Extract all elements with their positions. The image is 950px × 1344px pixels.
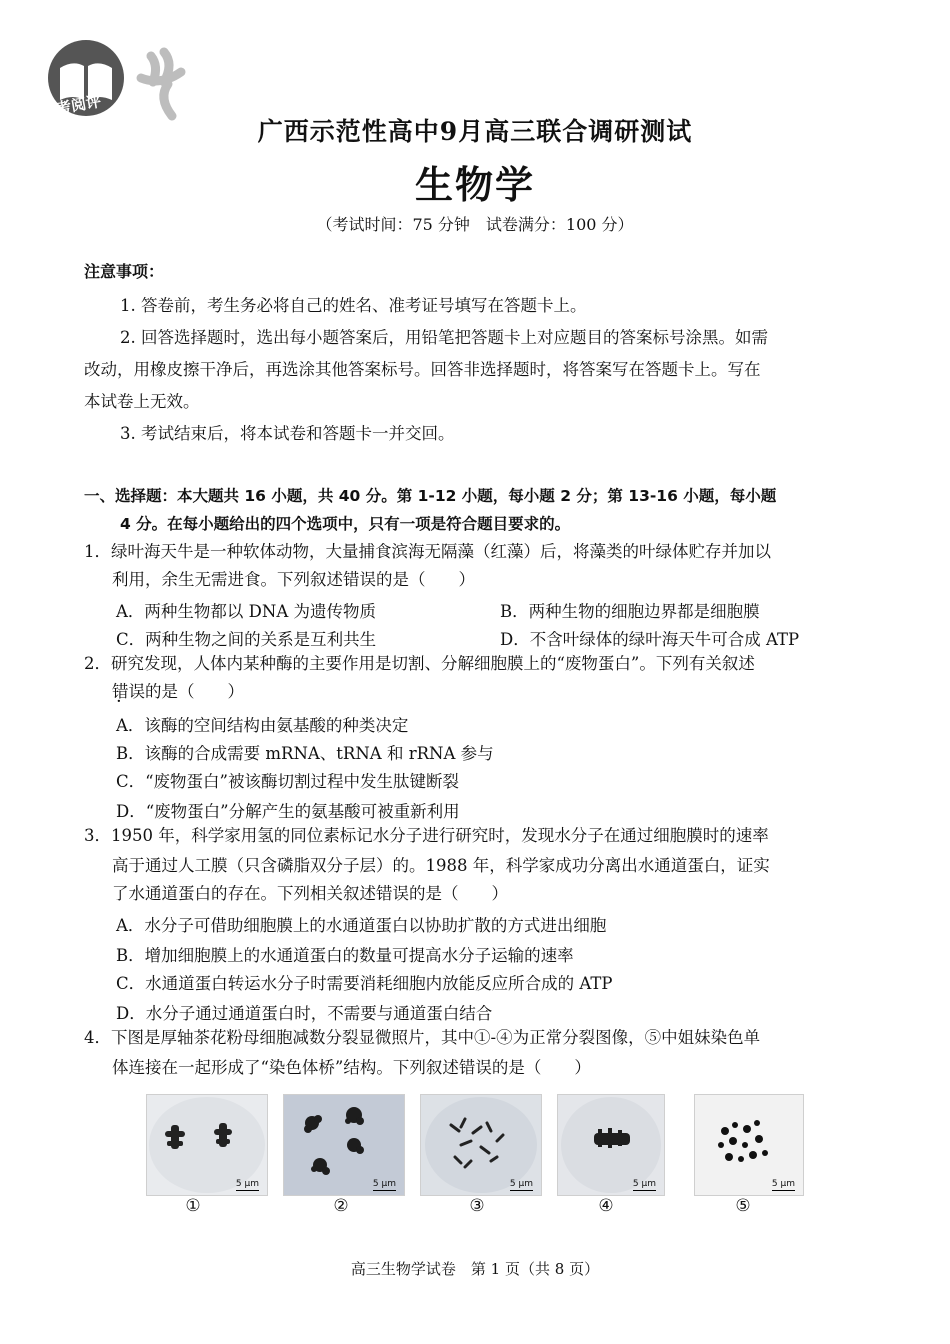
question-3-option-b: B．增加细胞膜上的水通道蛋白的数量可提高水分子运输的速率 <box>116 946 574 965</box>
notice-heading: 注意事项： <box>84 262 165 281</box>
figure-caption-4: ④ <box>598 1196 614 1216</box>
question-2-line-2 <box>112 682 898 702</box>
micrograph-1 <box>146 1094 268 1196</box>
exam-title: 广西示范性高中9月高三联合调研测试 <box>257 117 693 146</box>
question-3-option-c: C．水通道蛋白转运水分子时需要消耗细胞内放能反应所合成的 ATP <box>116 974 613 993</box>
question-1-line-2: 利用，余生无需进食。下列叙述错误的是（ ） <box>112 570 475 589</box>
question-2-option-c: C．“废物蛋白”被该酶切割过程中发生肽键断裂 <box>116 772 459 791</box>
question-2-option-a: A．该酶的空间结构由氨基酸的种类决定 <box>116 716 409 735</box>
question-3-line-1: 3．1950 年，科学家用氢的同位素标记水分子进行研究时，发现水分子在通过细胞膜时的速率 <box>84 826 769 845</box>
exam-time-info: （考试时间：75 分钟 试卷满分：100 分） <box>316 215 634 234</box>
question-4-line-2: 体连接在一起形成了“染色体桥”结构。下列叙述错误的是（ ） <box>112 1058 591 1077</box>
micrograph-5 <box>694 1094 804 1196</box>
question-1-option-a: A．两种生物都以 DNA 为遗传物质 <box>116 602 376 621</box>
question-1-option-c: C．两种生物之间的关系是互利共生 <box>116 630 377 649</box>
logo-text: 考阅评 <box>54 92 103 118</box>
subject-title: 生物学 <box>414 162 535 207</box>
question-2-emphasis: 错误 <box>112 682 145 701</box>
micrograph-3 <box>420 1094 542 1196</box>
question-2-option-b: B．该酶的合成需要 mRNA、tRNA 和 rRNA 参与 <box>116 744 494 763</box>
question-3-option-a: A．水分子可借助细胞膜上的水通道蛋白以协助扩散的方式进出细胞 <box>116 916 607 935</box>
figure-caption-1: ① <box>185 1196 201 1216</box>
micrograph-2 <box>283 1094 405 1196</box>
figure-caption-2: ② <box>333 1196 349 1216</box>
notice-item-2-line-2: 改动，用橡皮擦干净后，再选涂其他答案标号。回答非选择题时，将答案写在答题卡上。写在 <box>84 360 761 379</box>
scale-bar-4: 5 μm <box>632 1179 656 1189</box>
question-3-line-2: 高于通过人工膜（只含磷脂双分子层）的。1988 年，科学家成功分离出水通道蛋白，证实 <box>112 856 770 875</box>
figure-caption-5: ⑤ <box>735 1196 751 1216</box>
question-4-line-1: 4．下图是厚轴茶花粉母细胞减数分裂显微照片，其中①-④为正常分裂图像，⑤中姐妹染色单 <box>84 1028 761 1047</box>
figure-caption-3: ③ <box>469 1196 485 1216</box>
question-3-line-3: 了水通道蛋白的存在。下列相关叙述错误的是（ ） <box>112 884 508 903</box>
micrograph-4 <box>557 1094 665 1196</box>
question-2-line-2-rest: 的是（ ） <box>145 682 244 701</box>
notice-item-2-line-3: 本试卷上无效。 <box>84 392 200 411</box>
page-footer: 高三生物学试卷 第 1 页（共 8 页） <box>350 1260 600 1278</box>
question-1-option-b: B．两种生物的细胞边界都是细胞膜 <box>500 602 760 621</box>
scale-bar-1: 5 μm <box>235 1179 259 1189</box>
section-1-heading-line-2: 4 分。在每小题给出的四个选项中，只有一项是符合题目要求的。 <box>120 515 571 533</box>
question-3-option-d: D．水分子通过通道蛋白时，不需要与通道蛋白结合 <box>116 1004 493 1023</box>
notice-item-3: 3. 考试结束后，将本试卷和答题卡一并交回。 <box>120 424 455 443</box>
question-2-option-d: D．“废物蛋白”分解产生的氨基酸可被重新利用 <box>116 802 460 821</box>
question-1-line-1: 1．绿叶海天牛是一种软体动物，大量捕食滨海无隔藻（红藻）后，将藻类的叶绿体贮存并加以 <box>84 542 771 561</box>
section-1-heading-line-1: 一、选择题：本大题共 16 小题，共 40 分。第 1-12 小题，每小题 2 分；第 13-16 小题，每小题 <box>84 487 777 505</box>
notice-item-2-line-1: 2. 回答选择题时，选出每小题答案后，用铅笔把答题卡上对应题目的答案标号涂黑。如需 <box>120 328 768 347</box>
notice-item-1: 1. 答卷前，考生务必将自己的姓名、准考证号填写在答题卡上。 <box>120 296 587 315</box>
question-1-option-d: D．不含叶绿体的绿叶海天牛可合成 ATP <box>500 630 800 649</box>
question-2-line-1: 2．研究发现，人体内某种酶的主要作用是切割、分解细胞膜上的“废物蛋白”。下列有关叙述 <box>84 654 755 673</box>
scale-bar-2: 5 μm <box>372 1179 396 1189</box>
scale-bar-5: 5 μm <box>771 1179 795 1189</box>
scale-bar-3: 5 μm <box>509 1179 533 1189</box>
